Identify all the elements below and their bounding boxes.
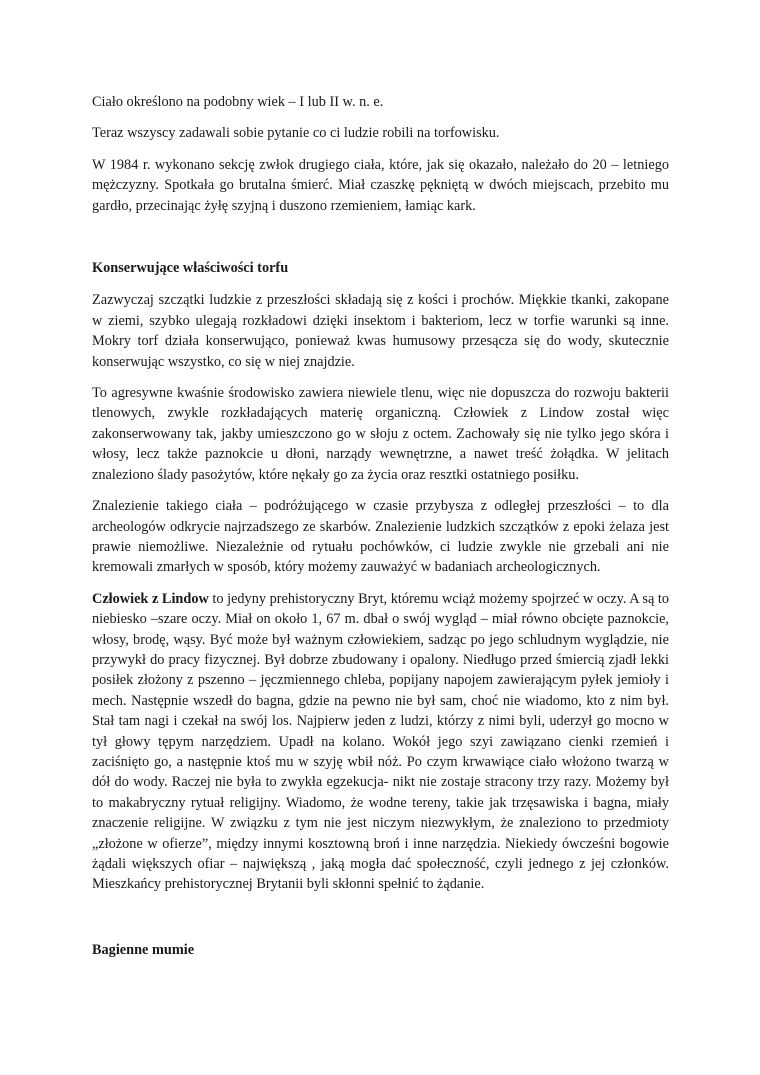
spacer — [92, 227, 669, 258]
paragraph-body-peat-1: Zazwyczaj szczątki ludzkie z przeszłości składają się z kości i prochów. Miękkie tkanki, zakopane w ziemi, szybko ulegają rozkładowi dzięki insektom i bakteriom, lecz w torfie warunki są inne. Mokry torf działa konserwująco, ponieważ kwas humusowy przesącza się do wody, skutecznie konserwując wszystko, co się w niej znajdzie. — [92, 292, 669, 370]
spacer — [92, 906, 669, 940]
paragraph-body-peat-3: Znalezienie takiego ciała – podróżującego w czasie przybysza z odległej przeszłości – to dla archeologów odkrycie najrzadszego ze skarbów. Znalezienie ludzkich szczątków z epoki żelaza jest prawie niemożliwe. Niezależnie od rytuału pochówków, ci ludzie zwykle nie grzebali ani nie kremowali zmarłych w sposób, który możemy zauważyć w badaniach archeologicznych. — [92, 498, 669, 576]
lindow-body-text: to jedyny prehistoryczny Bryt, któremu wciąż możemy spojrzeć w oczy. A są to niebiesko –szare oczy. Miał on około 1, 67 m. dbał o swój wygląd – miał równo obcięte paznokcie, włosy, brodę, wąsy. Być może był ważnym człowiekiem, sadząc po jego schludnym wyglądzie, nie przywykł do pracy fizycznej. Był dobrze zbudowany i opalony. Niedługo przed śmiercią zjadł lekki posiłek złożony z pszenno – jęczmiennego chleba, popijany napojem zawierającym pyłek jemioły i mech. Następnie wszedł do bagna, gdzie na pewno nie był sam, choć nie wiadomo, kto z nim był. Stał tam nagi i czekał na swój los. Najpierw jeden z ludzi, którzy z nimi byli, uderzył go mocno w tył głowy tępym narzędziem. Upadł na kolano. Wokół jego szyi zawiązano cienki rzemień i zaciśnięto go, a następnie ktoś mu w szyję wbił nóż. Po czym krwawiące ciało włożono twarzą w dół do wody. Raczej nie była to zwykła egzekucja- nikt nie zostaje stracony trzy razy. Możemy był to makabryczny rytuał religijny. Wiadomo, że wodne tereny, takie jak trzęsawiska i bagna, miały znaczenie religijne. W związku z tym nie jest niczym niezwykłym, że znaleziono to przedmioty „złożone w ofierze”, między innymi kosztowną broń i inne narzędzia. Niekiedy ówcześni bogowie żądali większych ofiar – największą , jaką mogła dać społeczność, czyli jednego z jej członków. Mieszkańcy prehistorycznej Brytanii byli skłonni spełnić to żądanie. — [92, 590, 669, 893]
paragraph-body-age: Ciało określono na podobny wiek – I lub II w. n. e. — [92, 94, 384, 110]
paragraph-body-question: Teraz wszyscy zadawali sobie pytanie co ci ludzie robili na torfowisku. — [92, 125, 500, 142]
document-page — [92, 92, 669, 972]
paragraph-body-peat-2: To agresywne kwaśnie środowisko zawiera niewiele tlenu, więc nie dopuszcza do rozwoju bakterii tlenowych, zwykle rozkładających materię organiczną. Człowiek z Lindow został więc zakonserwowany tak, jakby umieszczono go w słoju z octem. Zachowały się nie tylko jego skóra i włosy, lecz także paznokcie u dłoni, narządy wewnętrzne, a nawet treść żołądka. W jelitach znaleziono ślady pasożytów, które nękały go za życia oraz resztki ostatniego posiłku. — [92, 385, 669, 483]
paragraph-body-autopsy: W 1984 r. wykonano sekcję zwłok drugiego ciała, które, jak się okazało, należało do 20 – letniego mężczyzny. Spotkała go brutalna śmierć. Miał czaszkę pękniętą w dwóch miejscach, przebito mu gardło, przecinając żyłę szyjną i duszono rzemieniem, łamiąc kark. — [92, 156, 669, 214]
paragraph-body-lindow — [92, 589, 669, 895]
section-heading-mummies: Bagienne mumie — [92, 941, 195, 958]
lindow-bold-lead: Człowiek z Lindow — [92, 590, 209, 607]
section-heading-peat: Konserwujące właściwości torfu — [92, 260, 289, 277]
